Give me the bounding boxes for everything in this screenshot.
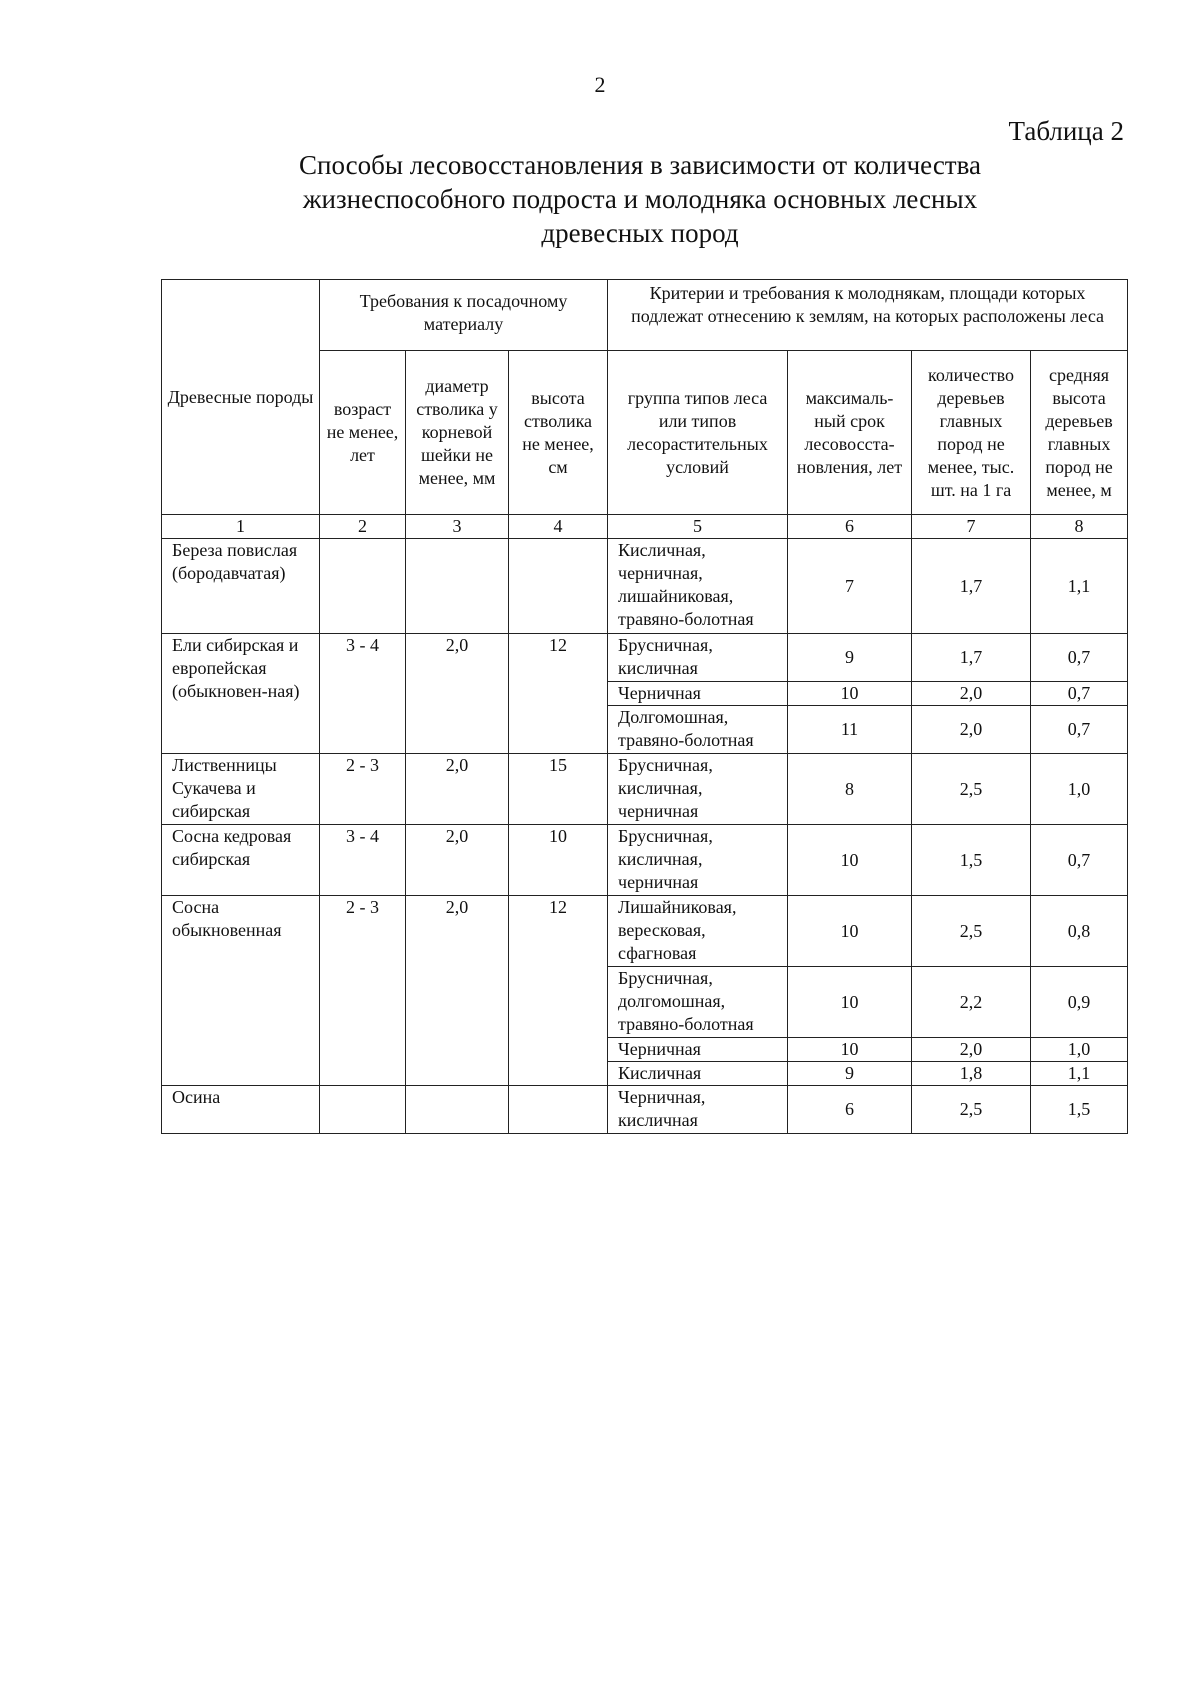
table-row [162, 896, 1128, 967]
column-number: 4 [509, 515, 608, 539]
count-cell: 2,5 [912, 754, 1031, 825]
table-row [162, 634, 1128, 682]
height-cell: 10 [509, 825, 608, 896]
column-number: 1 [162, 515, 320, 539]
term-cell: 9 [788, 1062, 912, 1086]
header-diameter: диаметр стволика у корневой шейки не менее, мм [406, 351, 509, 515]
forest-type-cell: Брусничная, кисличная [608, 634, 788, 682]
column-number: 2 [320, 515, 406, 539]
count-cell: 2,5 [912, 1086, 1031, 1134]
height-cell [509, 1086, 608, 1134]
table-row [162, 825, 1128, 896]
avg-height-cell: 0,8 [1031, 896, 1128, 967]
term-cell: 10 [788, 967, 912, 1038]
column-number: 3 [406, 515, 509, 539]
age-cell: 2 - 3 [320, 754, 406, 825]
header-height: высота стволика не менее, см [509, 351, 608, 515]
avg-height-cell: 1,0 [1031, 1038, 1128, 1062]
column-number: 5 [608, 515, 788, 539]
count-cell: 1,7 [912, 634, 1031, 682]
forest-type-cell: Брусничная, кисличная, черничная [608, 825, 788, 896]
term-cell: 10 [788, 682, 912, 706]
species-cell: Береза повислая (бородавчатая) [162, 539, 320, 634]
forest-type-cell: Кисличная [608, 1062, 788, 1086]
avg-height-cell: 0,7 [1031, 706, 1128, 754]
age-cell: 2 - 3 [320, 896, 406, 1086]
diameter-cell: 2,0 [406, 825, 509, 896]
diameter-cell [406, 539, 509, 634]
avg-height-cell: 0,9 [1031, 967, 1128, 1038]
count-cell: 1,5 [912, 825, 1031, 896]
table-label: Таблица 2 [1008, 116, 1124, 146]
species-cell: Сосна кедровая сибирская [162, 825, 320, 896]
diameter-cell: 2,0 [406, 896, 509, 1086]
document-title [240, 148, 1040, 250]
forest-type-cell: Брусничная, кисличная, черничная [608, 754, 788, 825]
forest-type-cell: Черничная [608, 682, 788, 706]
age-cell: 3 - 4 [320, 634, 406, 754]
avg-height-cell: 0,7 [1031, 682, 1128, 706]
forest-type-cell: Долгомошная, травяно-болотная [608, 706, 788, 754]
forest-type-cell: Брусничная, долгомошная, травяно-болотная [608, 967, 788, 1038]
diameter-cell: 2,0 [406, 754, 509, 825]
species-cell: Лиственницы Сукачева и сибирская [162, 754, 320, 825]
avg-height-cell: 1,0 [1031, 754, 1128, 825]
diameter-cell [406, 1086, 509, 1134]
height-cell: 12 [509, 896, 608, 1086]
avg-height-cell: 1,5 [1031, 1086, 1128, 1134]
forest-type-cell: Кисличная, черничная, лишайниковая, травяно-болотная [608, 539, 788, 634]
height-cell [509, 539, 608, 634]
avg-height-cell: 1,1 [1031, 1062, 1128, 1086]
table-row [162, 1086, 1128, 1134]
count-cell: 1,8 [912, 1062, 1031, 1086]
reforestation-table [161, 279, 1128, 1134]
table-row [162, 539, 1128, 634]
count-cell: 2,0 [912, 706, 1031, 754]
column-number: 7 [912, 515, 1031, 539]
height-cell: 12 [509, 634, 608, 754]
forest-type-cell: Черничная [608, 1038, 788, 1062]
header-max-term: максималь-ный срок лесовосста-новления, лет [788, 351, 912, 515]
diameter-cell: 2,0 [406, 634, 509, 754]
count-cell: 2,2 [912, 967, 1031, 1038]
header-planting-material: Требования к посадочному материалу [320, 280, 608, 351]
species-cell: Ели сибирская и европейская (обыкновен-ная) [162, 634, 320, 754]
forest-type-cell: Лишайниковая, вересковая, сфагновая [608, 896, 788, 967]
title-line: древесных пород [541, 218, 739, 248]
page-number: 2 [594, 72, 606, 97]
header-tree-count: количество деревьев главных пород не менее, тыс. шт. на 1 га [912, 351, 1031, 515]
term-cell: 10 [788, 1038, 912, 1062]
term-cell: 10 [788, 825, 912, 896]
header-species: Древесные породы [162, 280, 320, 515]
column-number: 8 [1031, 515, 1128, 539]
avg-height-cell: 0,7 [1031, 634, 1128, 682]
title-line: жизнеспособного подроста и молодняка основных лесных [302, 184, 978, 214]
term-cell: 8 [788, 754, 912, 825]
term-cell: 7 [788, 539, 912, 634]
forest-type-cell: Черничная, кисличная [608, 1086, 788, 1134]
age-cell [320, 539, 406, 634]
avg-height-cell: 1,1 [1031, 539, 1128, 634]
count-cell: 2,0 [912, 682, 1031, 706]
column-number: 6 [788, 515, 912, 539]
height-cell: 15 [509, 754, 608, 825]
term-cell: 11 [788, 706, 912, 754]
term-cell: 6 [788, 1086, 912, 1134]
age-cell [320, 1086, 406, 1134]
count-cell: 2,0 [912, 1038, 1031, 1062]
term-cell: 9 [788, 634, 912, 682]
species-cell: Осина [162, 1086, 320, 1134]
species-cell: Сосна обыкновенная [162, 896, 320, 1086]
term-cell: 10 [788, 896, 912, 967]
header-criteria: Критерии и требования к молоднякам, площади которых подлежат отнесению к землям, на которых расположены леса [608, 280, 1128, 351]
avg-height-cell: 0,7 [1031, 825, 1128, 896]
count-cell: 2,5 [912, 896, 1031, 967]
header-avg-height: средняя высота деревьев главных пород не менее, м [1031, 351, 1128, 515]
header-forest-group: группа типов леса или типов лесорастительных условий [608, 351, 788, 515]
column-number-row [162, 515, 1128, 539]
title-line: Способы лесовосстановления в зависимости от количества [299, 150, 981, 180]
table-row [162, 754, 1128, 825]
count-cell: 1,7 [912, 539, 1031, 634]
age-cell: 3 - 4 [320, 825, 406, 896]
header-age: возраст не менее, лет [320, 351, 406, 515]
